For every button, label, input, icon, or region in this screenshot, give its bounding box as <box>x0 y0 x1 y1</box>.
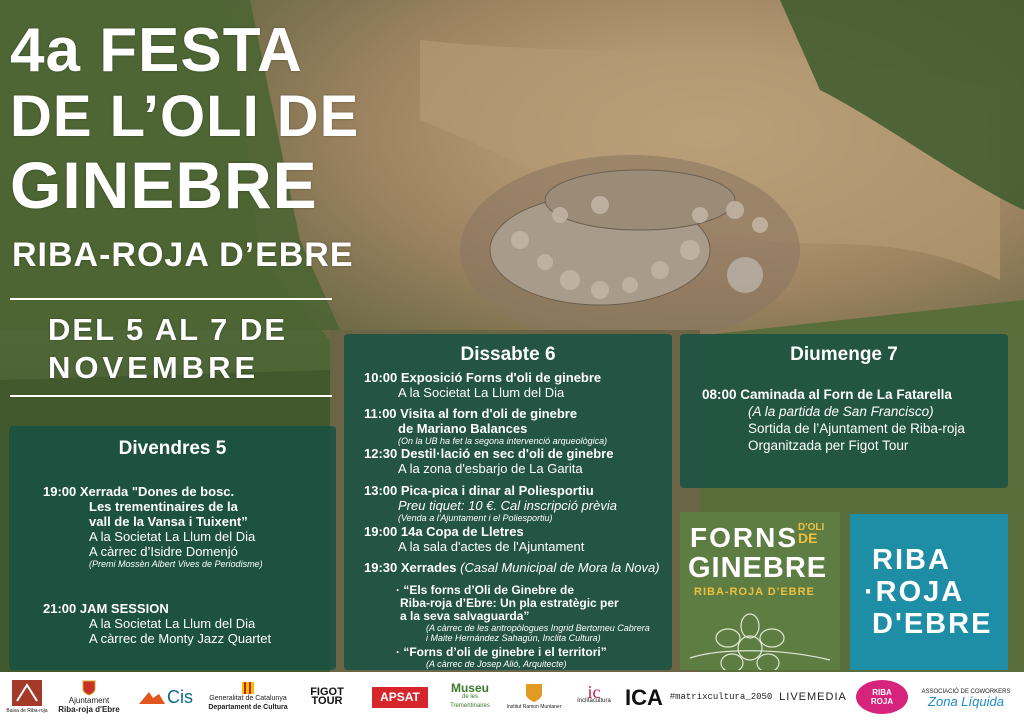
saturday-event-5 <box>364 524 584 554</box>
sunday-event-1 <box>702 386 965 454</box>
friday-e2-by: A càrrec de Monty Jazz Quartet <box>89 631 272 646</box>
friday-e1-place: A la Societat La Llum del Dia <box>89 529 256 544</box>
sponsor-livemedia-logo <box>778 678 848 716</box>
friday-e2-place: A la Societat La Llum del Dia <box>89 616 256 631</box>
friday-e2-title: 21:00 JAM SESSION <box>43 601 169 616</box>
forns-logo-word: FORNS <box>690 522 798 553</box>
talk-1-line-1: · “Els forns d’Oli de Ginebre de <box>396 583 575 597</box>
saturday-e2-title: 11:00 Visita al forn d'oli de ginebre <box>364 406 578 421</box>
friday-panel <box>9 426 336 670</box>
saturday-event-4 <box>364 483 617 523</box>
coat-of-arms-icon <box>82 680 96 696</box>
saturday-e5-title: 19:00 14a Copa de Lletres <box>364 524 524 539</box>
saturday-event-2 <box>364 406 607 446</box>
saturday-e5-place: A la sala d'actes de l'Ajuntament <box>398 539 585 554</box>
sponsor-zona-label-1: ASSOCIACIÓ DE COWORKERS <box>921 689 1011 695</box>
sponsor-livemedia-label: LIVEMEDIA <box>779 690 847 703</box>
generalitat-icon <box>242 682 254 694</box>
title-place: RIBA-ROJA D’EBRE <box>12 236 354 274</box>
sponsor-irm-logo <box>504 678 564 716</box>
sunday-panel <box>680 334 1008 488</box>
friday-event-1 <box>43 484 263 569</box>
saturday-e4-note: (Venda a l'Ajuntament i el Poliesportiu) <box>398 513 553 523</box>
sponsor-apsat-label: APSAT <box>372 687 428 708</box>
sponsor-museu-label-1: Museu <box>450 680 489 695</box>
friday-e1-title-3: vall de la Vansa i Tuixent” <box>89 514 248 529</box>
title-line-2: DE L’OLI DE <box>10 84 360 149</box>
forns-logo-doli: D'OLI <box>798 522 825 533</box>
talk-1-line-3: a la seva salvaguarda” <box>400 609 530 623</box>
sponsor-irm-label: Institut Ramon Muntaner <box>506 703 562 710</box>
friday-e1-note: (Premi Mossèn Albert Vives de Periodisme) <box>89 559 263 569</box>
title-rule-bottom <box>10 395 332 397</box>
friday-e1-title-2: Les trementinaires de la <box>89 499 238 514</box>
forns-logo <box>680 512 840 670</box>
saturday-event-1 <box>364 370 601 400</box>
title-line-1: 4a FESTA <box>10 16 303 85</box>
title-line-3: GINEBRE <box>10 148 318 222</box>
riba-logo-line-1: RIBA <box>872 544 951 576</box>
riba-logo-line-3: D'EBRE <box>872 608 993 640</box>
saturday-event-6 <box>364 560 660 575</box>
sponsor-generalitat-logo <box>206 678 290 716</box>
sponsor-zona-label-2: Zona Líquida <box>928 694 1004 709</box>
friday-heading: Divendres 5 <box>118 438 227 459</box>
saturday-e4-price: Preu tiquet: 10 €. Cal inscripció prèvia <box>398 498 617 513</box>
saturday-event-3 <box>364 446 613 476</box>
saturday-e1-title: 10:00 Exposició Forns d'oli de ginebre <box>364 370 602 385</box>
forns-logo-place: RIBA-ROJA D'EBRE <box>694 586 815 598</box>
sponsor-museu-logo <box>444 678 496 716</box>
sunday-e1-org: Organitzada per Figot Tour <box>748 438 909 453</box>
sponsor-cis-label: Cis <box>167 686 193 707</box>
cis-logo-icon <box>137 688 167 706</box>
sponsor-ajuntament-label-1: Ajuntament <box>68 696 110 705</box>
riba-roja-logo-text <box>864 544 993 640</box>
sponsor-cis-logo <box>132 678 198 716</box>
talk-2-note: (A càrrec de Josep Alió, Arquitecte) <box>426 659 567 669</box>
sponsor-baixa-label: Baixa de Riba-roja <box>6 707 48 714</box>
talk-1-note-1: (A càrrec de les antropòlogues Ingrid Bertomeu Cabrera <box>426 623 650 633</box>
saturday-e1-place: A la Societat La Llum del Dia <box>398 385 565 400</box>
title-rule-top <box>10 298 332 300</box>
irm-shield-icon <box>525 683 543 703</box>
sponsors-footer <box>0 672 1024 721</box>
sponsor-matrix-label: #matrixcultura_2050 <box>669 691 773 702</box>
sponsor-ajuntament-logo <box>56 678 122 716</box>
saturday-heading: Dissabte 6 <box>460 344 556 365</box>
title-dates-1: DEL 5 AL 7 DE <box>48 312 288 347</box>
juniper-flower-icon <box>680 608 840 670</box>
sponsor-ajuntament-label-2: Riba-roja d'Ebre <box>58 705 120 714</box>
sunday-heading: Diumenge 7 <box>790 344 898 365</box>
friday-e1-by: A càrrec d’Isidre Domenjó <box>89 544 238 559</box>
sunday-e1-where: (A la partida de San Francisco) <box>748 404 934 419</box>
sponsor-ica-label: ICA <box>625 684 663 710</box>
forns-logo-small <box>798 522 824 544</box>
saturday-talk-2 <box>396 646 607 669</box>
riba-logo-line-2: ·ROJA <box>864 576 965 608</box>
sunday-e1-title: 08:00 Caminada al Forn de La Fatarella <box>702 387 952 402</box>
saturday-talk-1 <box>396 584 650 643</box>
sponsor-figot-logo <box>298 678 356 716</box>
saturday-panel <box>344 334 672 670</box>
sunday-e1-from: Sortida de l’Ajuntament de Riba-roja <box>748 421 965 436</box>
saturday-e3-place: A la zona d'esbarjo de La Garita <box>398 461 583 476</box>
saturday-e2-note: (On la UB ha fet la segona intervenció arqueològica) <box>398 436 608 446</box>
sponsor-figot-label: FIGOT TOUR <box>310 686 344 707</box>
saturday-e4-title: 13:00 Pica-pica i dinar al Poliesportiu <box>364 483 594 498</box>
saturday-e2-title-2: de Mariano Balances <box>398 421 528 436</box>
sponsor-inclita-logo <box>572 678 616 716</box>
title-dates-2: NOVEMBRE <box>48 350 260 385</box>
baixa-logo-icon <box>11 679 43 707</box>
forns-logo-de: DE <box>798 530 818 546</box>
sponsor-museu-label-2: de les Trementinaires <box>450 693 490 709</box>
sponsor-baixa-logo <box>6 678 48 716</box>
sponsor-generalitat-label-2: Departament de Cultura <box>208 704 288 711</box>
sponsor-apsat-logo <box>366 678 434 716</box>
friday-e1-title: 19:00 Xerrada "Dones de bosc. <box>43 484 235 499</box>
talk-1-note-2: i Maite Hernández Sahagún, Inclita Cultura) <box>426 633 601 643</box>
inclita-mark-icon: ic <box>587 682 601 702</box>
sponsor-matrix-logo <box>670 678 772 716</box>
sponsor-generalitat-label-1: Generalitat de Catalunya <box>209 695 287 702</box>
sponsor-inclita-label: Inclitacultura <box>577 698 611 704</box>
friday-event-2 <box>43 601 271 646</box>
sponsor-zona-liquida-logo <box>914 678 1018 716</box>
saturday-e3-title: 12:30 Destil·lació en sec d'oli de ginebre <box>364 446 614 461</box>
sponsor-ica-logo <box>624 678 664 716</box>
forns-logo-ginebre: GINEBRE <box>688 552 828 584</box>
saturday-e6-place: (Casal Municipal de Mora la Nova) <box>460 560 660 575</box>
sponsor-ribaroja-heart-logo <box>856 678 908 716</box>
riba-roja-logo <box>850 514 1008 670</box>
saturday-e6-time: 19:30 Xerrades <box>364 560 457 575</box>
sponsor-ribaroja-heart-label: RIBA ROJA <box>856 680 908 714</box>
talk-2-line-1: · “Forns d’oli de ginebre i el territori” <box>396 645 607 659</box>
talk-1-line-2: Riba-roja d’Ebre: Un pla estratègic per <box>400 596 619 610</box>
